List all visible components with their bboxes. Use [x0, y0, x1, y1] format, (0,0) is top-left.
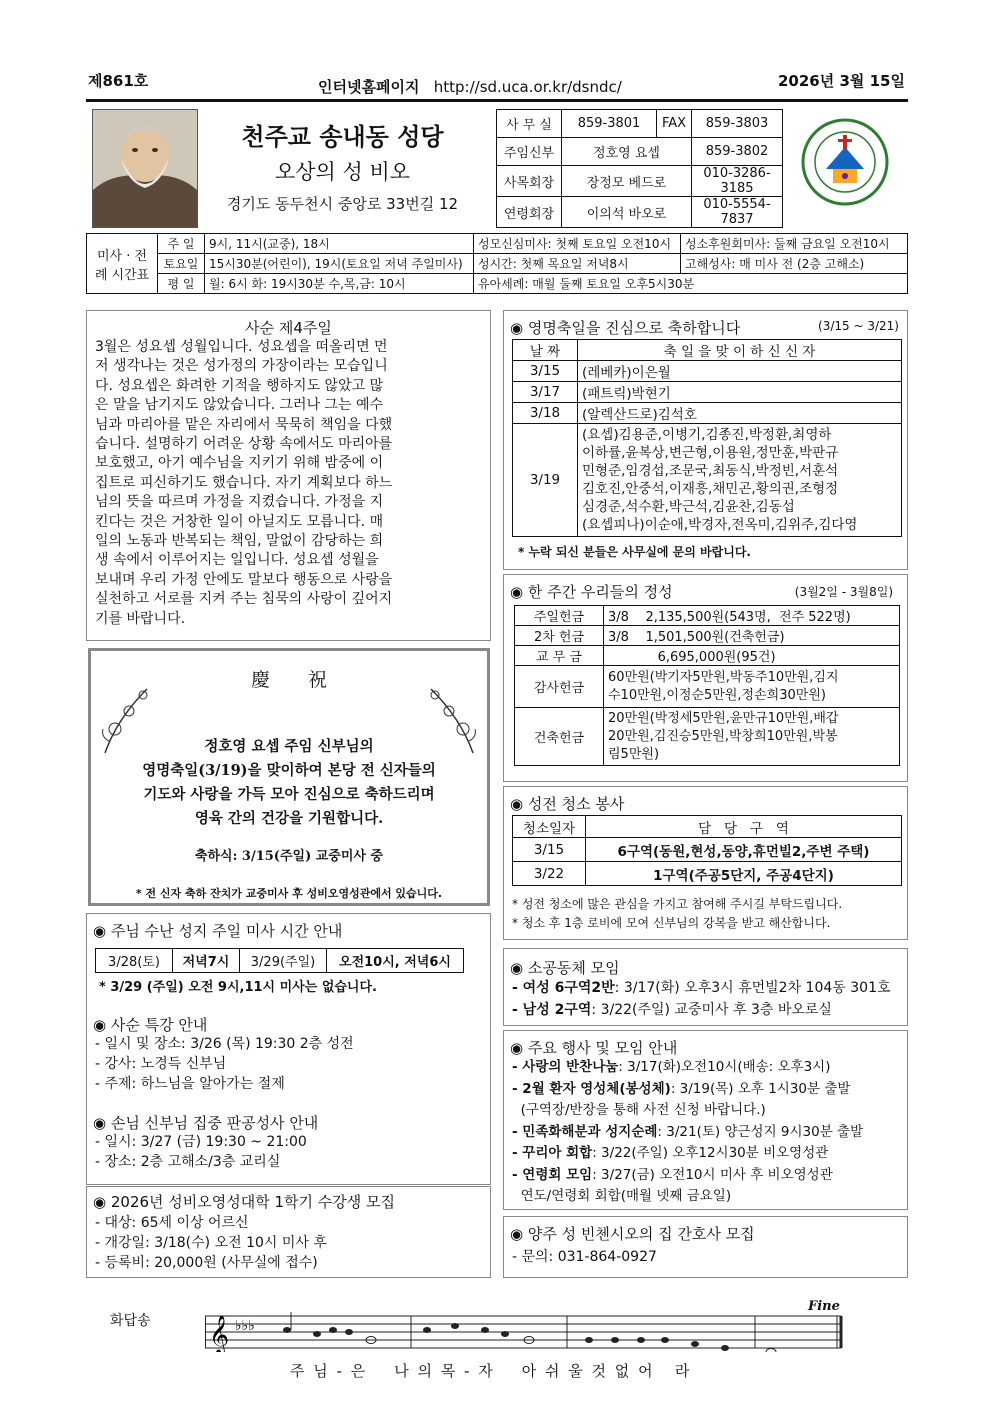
- reflection-line: 3월은 성요셉 성월입니다. 성요셉을 떠올리면 먼: [95, 339, 388, 355]
- palm-sunday-title: ◉ 주님 수난 성지 주일 미사 시간 안내: [93, 922, 343, 940]
- reflection-line: 생 속에서 이루어지는 일입니다. 성요셉 성월을: [95, 552, 379, 569]
- mass-schedule-table: [86, 233, 908, 294]
- reflection-title: 사순 제4주일: [245, 319, 332, 337]
- lent-lecture-title: ◉ 사순 특강 안내: [93, 1016, 208, 1034]
- homepage-label: 인터넷홈페이지: [318, 78, 420, 96]
- reflection-line: 킨다는 것은 거창한 일이 아닐지도 모릅니다. 매: [95, 513, 384, 530]
- contact-phone: 010-5554-7837: [692, 197, 783, 228]
- fax-label: FAX: [657, 110, 692, 138]
- senior-college-line: - 개강일: 3/18(수) 오전 10시 미사 후: [95, 1235, 327, 1251]
- confession-details: [95, 1132, 307, 1172]
- cleaning-box: [503, 786, 908, 940]
- palm-sunday-table: [95, 948, 464, 973]
- feast-names: (레베카)이은월: [578, 361, 902, 382]
- psalm-lyrics: 주 님 - 은 나 의 목 - 자 아 쉬 울 것 없 어 라: [290, 1362, 692, 1380]
- senior-college-line: - 대상: 65세 이상 어르신: [95, 1215, 249, 1231]
- header-divider: [86, 99, 908, 102]
- mass-times: 9시, 11시(교중), 18시: [205, 234, 474, 254]
- senior-college-title: ◉ 2026년 성비오영성대학 1학기 수강생 모집: [93, 1193, 395, 1211]
- event-text: : 3/27(금) 오전10시 미사 후 비오영성관: [592, 1166, 833, 1183]
- music-staff: [205, 1312, 845, 1352]
- event-item: [512, 1186, 863, 1208]
- mass-note: 성소후원회미사: 둘째 금요일 오전10시: [681, 234, 908, 254]
- contact-value: 859-3801: [562, 110, 657, 138]
- nurse-title: ◉ 양주 성 빈첸시오의 집 간호사 모집: [510, 1225, 755, 1243]
- events-title: ◉ 주요 행사 및 모임 안내: [510, 1039, 678, 1057]
- contact-table: [496, 109, 783, 228]
- contact-label: 사 무 실: [497, 110, 562, 138]
- offering-label: 감사헌금: [515, 666, 604, 708]
- event-text: : 3/21(토) 양근성지 9시30분 출발: [657, 1123, 864, 1140]
- reflection-box: [86, 310, 491, 641]
- small-community-list: [512, 977, 891, 1021]
- events-list: [512, 1057, 863, 1208]
- cleaning-header: 청소일자: [513, 816, 586, 838]
- mass-times: 15시30분(어린이), 19시(토요일 저녁 주일미사): [205, 254, 474, 274]
- event-label: - 꾸리아 회합: [512, 1145, 593, 1161]
- issue-number: 제861호: [88, 72, 149, 90]
- palm-sunday-note: * 3/29 (주일) 오전 9시,11시 미사는 없습니다.: [99, 980, 377, 995]
- mass-schedule-title: 미사 · 전례 시간표: [87, 234, 158, 294]
- cleaning-table: [512, 815, 902, 886]
- event-label: - 사랑의 반찬나눔: [512, 1059, 619, 1075]
- nurse-contact: - 문의: 031-864-0927: [512, 1249, 657, 1265]
- svg-text:𝄞: 𝄞: [209, 1315, 230, 1352]
- cleaning-zone: 6구역(동원,현성,동양,휴먼빌2,주변 주택): [586, 838, 902, 862]
- reflection-line: 저 생각나는 것은 성가정의 가장이라는 모습입니: [95, 358, 388, 375]
- contact-phone: 010-3286-3185: [692, 166, 783, 197]
- small-community-label: - 여성 6구역2반: [512, 980, 615, 996]
- feast-date: 3/18: [513, 403, 578, 424]
- feast-names: (알렉산드로)김석호: [578, 403, 902, 424]
- reflection-line: 다. 성요셉은 화려한 기적을 행하지도 않았고 많: [95, 377, 384, 394]
- offering-detail-list: [604, 666, 900, 708]
- event-item: [512, 1100, 863, 1122]
- offerings-period: (3월2일 - 3월8일): [794, 585, 893, 599]
- small-community-text: : 3/22(주일) 교중미사 후 3층 바오로실: [591, 1002, 832, 1018]
- feast-days-period: (3/15 ~ 3/21): [818, 319, 899, 333]
- mass-day: 토요일: [158, 254, 205, 274]
- offering-detail: 수10만원,이정순5만원,정손희30만원): [608, 687, 826, 703]
- confession-line: - 일시: 3/27 (금) 19:30 ~ 21:00: [95, 1134, 307, 1150]
- lent-lecture-line: - 주제: 하느님을 알아가는 절제: [95, 1076, 285, 1092]
- homepage: [318, 76, 622, 97]
- event-item: [512, 1079, 863, 1101]
- feast-names: (요셉)김용준,이병기,김종진,박정환,최영하: [582, 427, 832, 443]
- reflection-line: 습니다. 설명하기 어려운 상황 속에서도 마리아를: [95, 436, 393, 453]
- mass-note: 유아세례: 매월 둘째 토요일 오후5시30분: [474, 274, 908, 294]
- reflection-line: 은 말을 남기지도 않았습니다. 그러나 그는 예수: [95, 397, 384, 414]
- mass-day: 주 일: [158, 234, 205, 254]
- mass-times: 월: 6시 화: 19시30분 수,목,금: 10시: [205, 274, 474, 294]
- senior-college-box: [86, 1186, 491, 1278]
- cleaning-header: 담 당 구 역: [586, 816, 902, 838]
- small-community-box: [503, 948, 908, 1026]
- offering-detail: 림5만원): [608, 746, 660, 762]
- feast-names: 김호진,안중석,이재흥,채민곤,황의권,조형정: [582, 481, 839, 497]
- celebration-event: 축하식: 3/15(주일) 교중미사 중: [194, 849, 384, 864]
- reflection-text: [87, 338, 490, 629]
- reflection-line: 집트로 피신하기도 했습니다. 자기 계획보다 하느: [95, 474, 393, 491]
- mass-day: 평 일: [158, 274, 205, 294]
- event-item: [512, 1143, 863, 1165]
- feast-days-box: [503, 310, 908, 570]
- small-community-item: [512, 977, 891, 999]
- palm-sunday-cell: 3/29(주일): [240, 949, 327, 973]
- celebration-line: 정호영 요셉 주임 신부님의: [204, 738, 374, 755]
- offering-detail-list: [604, 708, 900, 766]
- small-community-item: [512, 999, 891, 1021]
- left-announcements-box: [86, 913, 491, 1185]
- fax-value: 859-3803: [692, 110, 783, 138]
- psalm-label: 화답송: [110, 1313, 151, 1329]
- contact-label: 주임신부: [497, 138, 562, 166]
- confession-title: ◉ 손님 신부님 집중 판공성사 안내: [93, 1114, 319, 1132]
- issue-date: 2026년 3월 15일: [778, 72, 905, 90]
- offering-label: 2차 헌금: [515, 626, 604, 646]
- event-text: 연도/연령회 회합(매월 넷째 금요일): [512, 1188, 732, 1204]
- cleaning-date: 3/15: [513, 838, 586, 862]
- event-label: - 연령회 모임: [512, 1166, 593, 1183]
- confession-line: - 장소: 2층 고해소/3층 교리실: [95, 1154, 281, 1170]
- cleaning-note: * 청소 후 1층 로비에 모여 신부님의 강복을 받고 해산합니다.: [512, 916, 831, 930]
- feast-names: 이하률,윤복상,변근형,이용원,정만훈,박판규: [582, 445, 839, 461]
- cleaning-zone: 1구역(주공5단지, 주공4단지): [586, 862, 902, 886]
- padre-pio-portrait: [92, 109, 198, 228]
- events-box: [503, 1030, 908, 1210]
- event-label: - 민족화해분과 성지순례: [512, 1123, 658, 1140]
- celebration-line: 기도와 사랑을 가득 모아 진심으로 축하드리며: [143, 786, 435, 803]
- offerings-table: [514, 605, 900, 766]
- contact-value: 장정모 베드로: [562, 166, 692, 197]
- celebration-box: [88, 648, 490, 906]
- contact-value: 정호영 요셉: [562, 138, 692, 166]
- offering-detail: 20만원,김진승5만원,박창희10만원,박봉: [608, 728, 838, 744]
- feast-days-table: [512, 339, 902, 537]
- reflection-line: 보호했고, 아기 예수님을 지키기 위해 밤중에 이: [95, 455, 384, 472]
- feast-header-names: 축 일 을 맞 이 하 신 신 자: [578, 340, 902, 361]
- reflection-line: 보내며 우리 가정 안에도 말보다 행동으로 사랑을: [95, 571, 393, 588]
- mass-note: 고해성사: 매 미사 전 (2층 고해소): [681, 254, 908, 274]
- offering-detail: 3/8 2,135,500원(543명, 전주 522명): [604, 606, 900, 626]
- parish-emblem: [800, 117, 890, 207]
- event-text: (구역장/반장을 통해 사전 신청 바랍니다.): [512, 1102, 766, 1118]
- feast-days-title: ◉ 영명축일을 진심으로 축하합니다: [510, 319, 741, 337]
- reflection-line: 기를 바랍니다.: [95, 610, 186, 627]
- parish-name: 천주교 송내동 성당: [241, 123, 444, 151]
- celebration-note: * 전 신자 축하 잔치가 교중미사 후 성비오영성관에서 있습니다.: [135, 887, 443, 900]
- celebration-message: [91, 735, 487, 831]
- parish-address: 경기도 동두천시 중앙로 33번길 12: [226, 195, 459, 213]
- contact-label: 사목회장: [497, 166, 562, 197]
- event-text: : 3/19(목) 오후 1시30분 출발: [670, 1080, 851, 1097]
- small-community-label: - 남성 2구역: [512, 1002, 592, 1018]
- palm-sunday-cell: 오전10시, 저녁6시: [327, 949, 464, 973]
- contact-label: 연령회장: [497, 197, 562, 228]
- offering-detail: 3/8 1,501,500원(건축헌금): [604, 626, 900, 646]
- senior-college-line: - 등록비: 20,000원 (사무실에 접수): [95, 1255, 318, 1271]
- celebration-line: 영명축일(3/19)을 맞이하여 본당 전 신자들의: [142, 762, 436, 779]
- cleaning-notes: [512, 895, 842, 933]
- mass-note: 성시간: 첫째 목요일 저녁8시: [474, 254, 681, 274]
- feast-names: 민형준,임경섭,조문국,최동식,박정빈,서훈석: [582, 463, 839, 479]
- palm-sunday-cell: 저녁7시: [173, 949, 240, 973]
- feast-days-note: * 누락 되신 분들은 사무실에 문의 바랍니다.: [518, 545, 751, 559]
- feast-names-list: [578, 424, 902, 537]
- small-community-text: : 3/17(화) 오후3시 휴먼빌2차 104동 301호: [614, 980, 891, 996]
- mass-note: 성모신심미사: 첫째 토요일 오전10시: [474, 234, 681, 254]
- offerings-box: [503, 574, 908, 782]
- offering-detail: 6,695,000원(95건): [604, 646, 900, 666]
- lent-lecture-line: - 강사: 노경득 신부님: [95, 1056, 227, 1072]
- feast-date: 3/19: [513, 424, 578, 537]
- reflection-line: 일의 노동과 반복되는 책임, 말없이 감당하는 희: [95, 533, 384, 550]
- offering-detail: 60만원(박기자5만원,박동주10만원,김지: [608, 669, 839, 685]
- patron-saint: 오상의 성 비오: [274, 160, 411, 184]
- cleaning-date: 3/22: [513, 862, 586, 886]
- offerings-title: ◉ 한 주간 우리들의 정성: [510, 583, 673, 601]
- event-text: : 3/22(주일) 오후12시30분 비오영성관: [592, 1145, 829, 1161]
- contact-value: 이의석 바오로: [562, 197, 692, 228]
- svg-text:♭♭♭: ♭♭♭: [235, 1318, 255, 1334]
- event-item: [512, 1122, 863, 1144]
- celebration-title: 慶 祝: [250, 669, 327, 691]
- offering-label: 건축헌금: [515, 708, 604, 766]
- contact-phone: 859-3802: [692, 138, 783, 166]
- reflection-line: 님과 마리아를 맡은 자리에서 묵묵히 책임을 다했: [95, 416, 393, 433]
- feast-date: 3/15: [513, 361, 578, 382]
- senior-college-details: [95, 1213, 327, 1273]
- psalm-fine: Fine: [808, 1299, 840, 1314]
- feast-names: (요셉피나)이순애,박경자,전옥미,김위주,김다영: [582, 517, 858, 533]
- cleaning-title: ◉ 성전 청소 봉사: [510, 795, 625, 813]
- feast-header-date: 날 짜: [513, 340, 578, 361]
- reflection-line: 님의 뜻을 따르며 가정을 지켰습니다. 가정을 지: [95, 494, 384, 511]
- homepage-url[interactable]: http://sd.uca.or.kr/dsndc/: [433, 78, 622, 96]
- palm-sunday-cell: 3/28(토): [96, 949, 173, 973]
- lent-lecture-details: [95, 1034, 354, 1094]
- celebration-line: 영육 간의 건강을 기원합니다.: [194, 810, 384, 827]
- reflection-line: 실천하고 서로를 지켜 주는 침묵의 사랑이 깊어지: [95, 591, 393, 608]
- feast-names: 심경준,석수환,박근석,김윤찬,김동섭: [582, 499, 795, 515]
- lent-lecture-line: - 일시 및 장소: 3/26 (목) 19:30 2층 성전: [95, 1036, 354, 1052]
- event-item: [512, 1165, 863, 1187]
- feast-date: 3/17: [513, 382, 578, 403]
- nurse-box: [503, 1216, 908, 1278]
- small-community-title: ◉ 소공동체 모임: [510, 959, 620, 977]
- cleaning-note: * 성전 청소에 많은 관심을 가지고 참여해 주시길 부탁드립니다.: [512, 897, 843, 911]
- event-label: - 2월 환자 영성체(봉성체): [512, 1080, 671, 1097]
- event-item: [512, 1057, 863, 1079]
- event-text: : 3/17(화)오전10시(배송: 오후3시): [618, 1059, 831, 1075]
- offering-detail: 20만원(박정세5만원,윤만규10만원,배갑: [608, 710, 839, 726]
- offering-label: 교 무 금: [515, 646, 604, 666]
- offering-label: 주일헌금: [515, 606, 604, 626]
- feast-names: (패트릭)박현기: [578, 382, 902, 403]
